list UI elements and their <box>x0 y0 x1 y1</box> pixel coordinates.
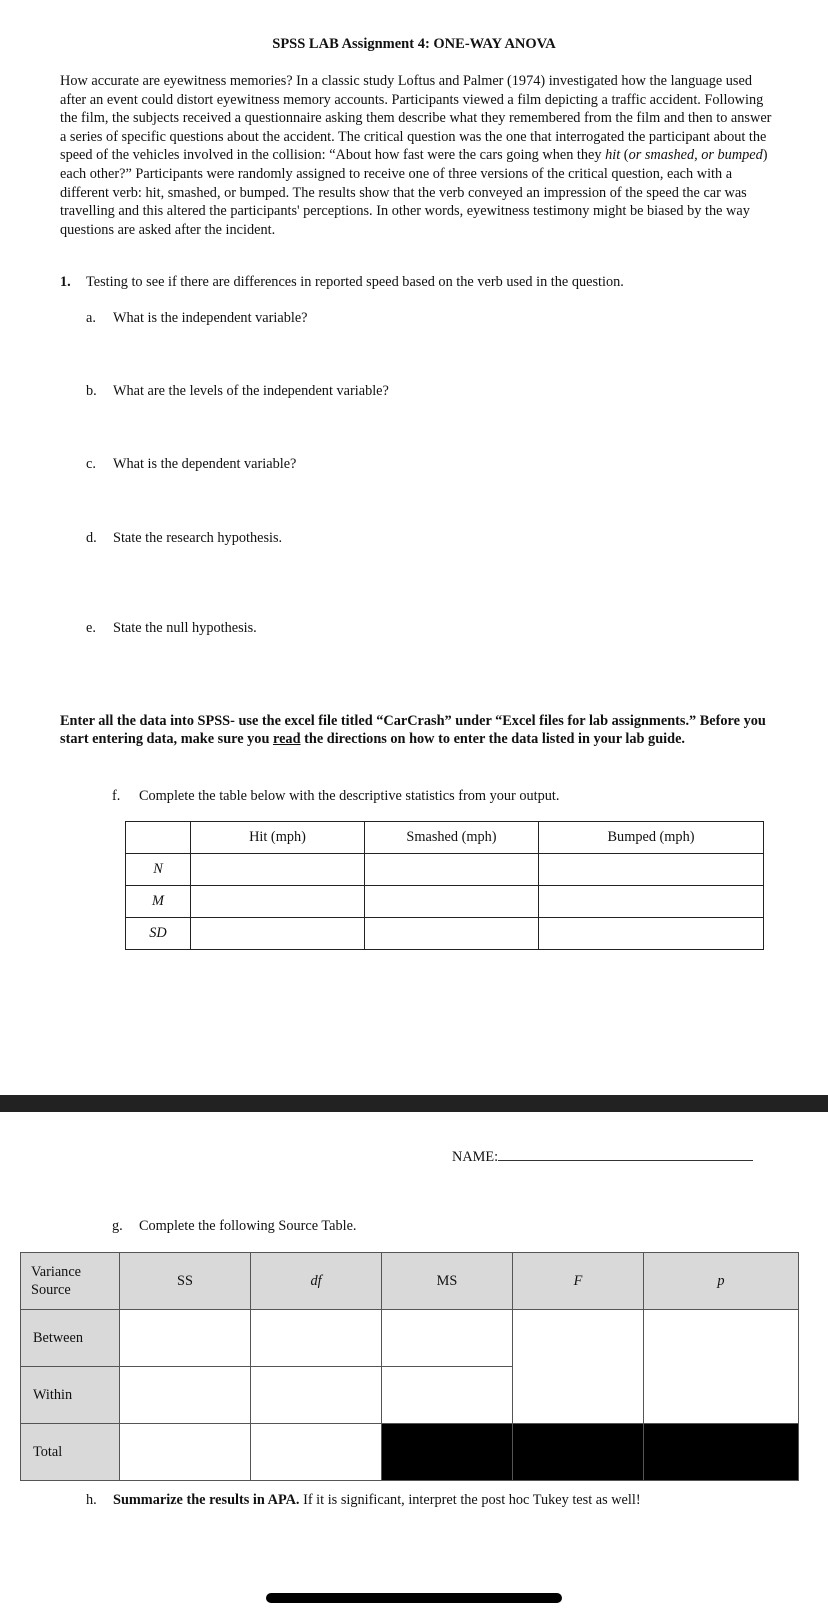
question-1e-text: State the null hypothesis. <box>113 620 257 636</box>
enter-data-text-1: Enter all the data into SPSS- use the excel file titled “CarCrash” under “Excel files for lab assignments.” Before you start entering data, make sure you <box>60 713 766 747</box>
intro-paren: ( <box>620 147 629 164</box>
question-g-text: Complete the following Source Table. <box>139 1218 357 1234</box>
desc-row-sd <box>126 918 764 950</box>
question-1a <box>86 310 308 327</box>
intro-paragraph <box>60 72 774 239</box>
question-1b-letter: b. <box>86 383 97 399</box>
source-cell-within-ms[interactable] <box>382 1367 513 1424</box>
worksheet-page-2 <box>0 1112 828 1624</box>
source-header-row <box>21 1253 799 1310</box>
source-table <box>20 1252 799 1481</box>
descriptive-stats-table <box>125 821 764 950</box>
source-row-label: Total <box>21 1424 120 1481</box>
source-cell-total-p-blocked <box>644 1424 799 1481</box>
question-1e <box>86 620 257 637</box>
question-1d-letter: d. <box>86 530 97 546</box>
question-h-letter: h. <box>86 1492 97 1508</box>
desc-header-hit: Hit (mph) <box>191 822 365 854</box>
question-1-number: 1. <box>60 274 71 290</box>
source-cell-total-ms-blocked <box>382 1424 513 1481</box>
desc-cell-bumped-n[interactable] <box>539 854 764 886</box>
enter-data-text-2: the directions on how to enter the data listed in your lab guide. <box>300 731 685 747</box>
desc-cell-hit-sd[interactable] <box>191 918 365 950</box>
question-1a-letter: a. <box>86 310 96 326</box>
desc-row-label: SD <box>126 918 191 950</box>
intro-text-1: How accurate are eyewitness memories? In a classic study Loftus and Palmer (1974) investigated how the language used after an event could distort eyewitness memory accounts. Participants viewed a film depicting a traffic accident. Following the film, the subjects received a questionnaire asking them describe what they remembered from the film and then to answer a series of specific questions about the accident. The critical question was the one that interrogated the participant about the speed of the vehicles involved in the collision: “About how fast were the cars going when they <box>60 73 772 164</box>
question-f-text: Complete the table below with the descriptive statistics from your output. <box>139 788 560 804</box>
question-h-text: If it is significant, interpret the post hoc Tukey test as well! <box>299 1492 641 1508</box>
question-1c-letter: c. <box>86 456 96 472</box>
source-cell-within-p[interactable] <box>644 1367 799 1424</box>
desc-header-blank <box>126 822 191 854</box>
source-cell-between-ss[interactable] <box>120 1310 251 1367</box>
source-cell-total-df[interactable] <box>251 1424 382 1481</box>
source-header-source: Source <box>31 1282 71 1298</box>
page-title: SPSS LAB Assignment 4: ONE-WAY ANOVA <box>272 36 556 52</box>
source-header-variance-source <box>21 1253 120 1310</box>
enter-data-instructions <box>60 712 770 748</box>
source-cell-total-f-blocked <box>513 1424 644 1481</box>
desc-row-n <box>126 854 764 886</box>
question-h <box>86 1492 641 1509</box>
source-row-label: Between <box>21 1310 120 1367</box>
source-header-p: p <box>644 1253 799 1310</box>
source-cell-within-ss[interactable] <box>120 1367 251 1424</box>
desc-cell-smashed-sd[interactable] <box>365 918 539 950</box>
source-header-df: df <box>251 1253 382 1310</box>
name-label: NAME: <box>452 1149 499 1165</box>
intro-hit: hit <box>605 147 621 164</box>
source-cell-between-df[interactable] <box>251 1310 382 1367</box>
question-g <box>112 1218 357 1235</box>
source-row-label: Within <box>21 1367 120 1424</box>
question-1d-text: State the research hypothesis. <box>113 530 283 546</box>
source-cell-between-f[interactable] <box>513 1310 644 1367</box>
intro-text-2: ) each other?” Participants were randomly assigned to receive one of three versions of the critical question, each with a different verb: hit, smashed, or bumped. The results show that the verb conveyed an impression of the speed the car was travelling and this altered the participants' perceptions. In other words, eyewitness testimony might be biased by the way questions are asked after the incident. <box>60 147 768 238</box>
desc-header-bumped: Bumped (mph) <box>539 822 764 854</box>
desc-header-smashed: Smashed (mph) <box>365 822 539 854</box>
source-cell-between-ms[interactable] <box>382 1310 513 1367</box>
question-g-letter: g. <box>112 1218 123 1234</box>
source-row-between <box>21 1310 799 1367</box>
question-f-letter: f. <box>112 788 121 804</box>
question-1 <box>60 274 624 291</box>
question-1d <box>86 530 282 547</box>
desc-cell-hit-m[interactable] <box>191 886 365 918</box>
desc-row-m <box>126 886 764 918</box>
enter-data-read: read <box>272 731 301 747</box>
question-1c-text: What is the dependent variable? <box>113 456 297 472</box>
source-cell-within-df[interactable] <box>251 1367 382 1424</box>
question-1b-text: What are the levels of the independent variable? <box>113 383 389 399</box>
question-1a-text: What is the independent variable? <box>113 310 308 326</box>
desc-row-label: N <box>126 854 191 886</box>
source-header-variance: Variance <box>31 1264 82 1280</box>
desc-cell-bumped-sd[interactable] <box>539 918 764 950</box>
desc-cell-smashed-m[interactable] <box>365 886 539 918</box>
home-indicator[interactable] <box>266 1593 562 1603</box>
question-1c <box>86 456 296 473</box>
desc-cell-hit-n[interactable] <box>191 854 365 886</box>
question-1b <box>86 383 389 400</box>
question-1e-letter: e. <box>86 620 96 636</box>
desc-cell-bumped-m[interactable] <box>539 886 764 918</box>
intro-or-smashed: or smashed, or bumped <box>628 147 763 164</box>
source-row-total <box>21 1424 799 1481</box>
source-cell-within-f[interactable] <box>513 1367 644 1424</box>
desc-cell-smashed-n[interactable] <box>365 854 539 886</box>
question-h-bold: Summarize the results in APA. <box>113 1492 300 1508</box>
source-row-within <box>21 1367 799 1424</box>
source-header-ms: MS <box>382 1253 513 1310</box>
question-1-text: Testing to see if there are differences in reported speed based on the verb used in the question. <box>86 274 624 290</box>
question-f <box>112 788 559 805</box>
page-divider <box>0 1095 828 1112</box>
source-cell-between-p[interactable] <box>644 1310 799 1367</box>
source-header-f: F <box>513 1253 644 1310</box>
desc-row-label: M <box>126 886 191 918</box>
source-cell-total-ss[interactable] <box>120 1424 251 1481</box>
desc-header-row <box>126 822 764 854</box>
source-header-ss: SS <box>120 1253 251 1310</box>
name-field[interactable] <box>452 1146 753 1166</box>
name-line[interactable] <box>498 1146 753 1161</box>
